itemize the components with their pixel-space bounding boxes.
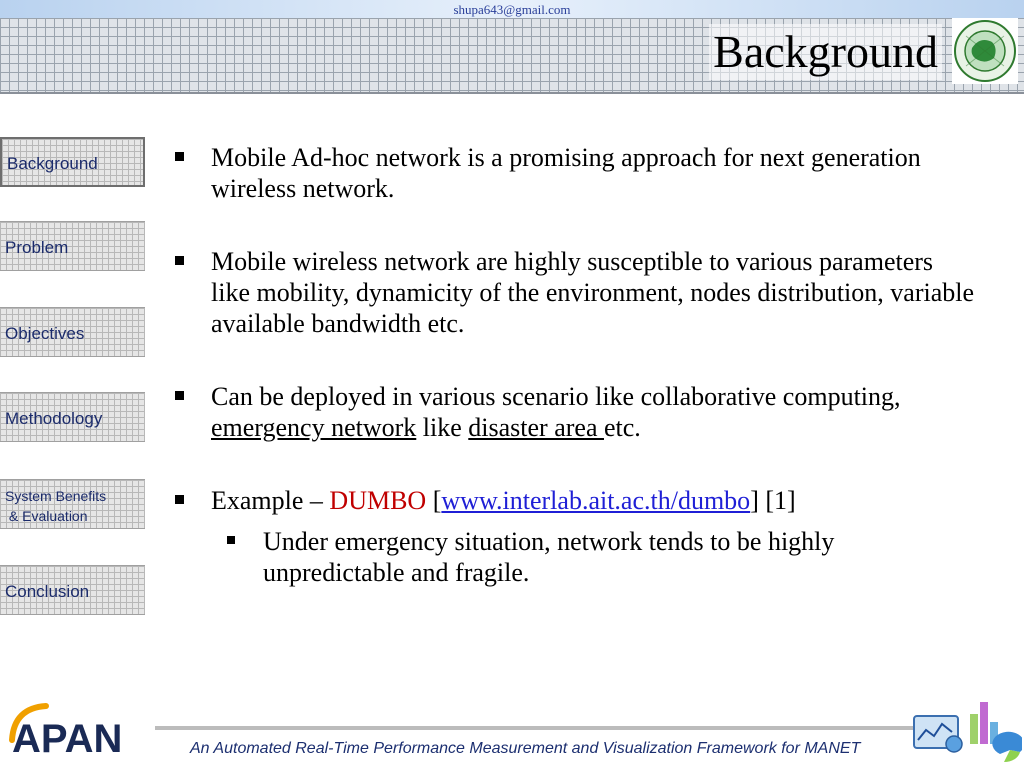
nav-label-line1: System Benefits	[5, 488, 107, 504]
bullet-text: ] [1]	[750, 486, 796, 515]
nav-label: Methodology	[5, 409, 103, 428]
bullet-item	[175, 246, 975, 339]
sub-bullet-item	[227, 526, 975, 588]
slide-content	[175, 142, 975, 588]
sub-bullet-square-icon	[227, 536, 235, 544]
nav-label: Background	[7, 154, 98, 173]
header-banner	[0, 0, 1024, 94]
nav-label: Conclusion	[5, 582, 90, 601]
bullet-square-icon	[175, 256, 184, 265]
nav-item-background[interactable]	[0, 137, 145, 187]
bullet-text: Mobile wireless network are highly susceptible to various parameters like mobility, dynamicity of the environment, nodes distribution, variable available bandwidth etc.	[211, 247, 975, 338]
bullet-text: etc.	[603, 413, 641, 442]
bullet-text: Can be deployed in various scenario like collaborative computing,	[211, 382, 901, 411]
author-email: shupa643@gmail.com	[453, 2, 571, 17]
dumbo-highlight: DUMBO	[329, 486, 427, 515]
footer-caption: An Automated Real-Time Performance Measurement and Visualization Framework for MANET	[190, 740, 861, 757]
bullet-text: [	[426, 486, 442, 515]
footer-divider	[155, 726, 915, 730]
nav-label-line2: & Evaluation	[5, 508, 88, 524]
bullet-item	[175, 142, 975, 204]
underlined-term-disaster-area: disaster area	[468, 413, 604, 442]
dumbo-url-link[interactable]: www.interlab.ait.ac.th/dumbo	[441, 486, 751, 515]
nav-label: Problem	[5, 238, 69, 257]
bullet-square-icon	[175, 152, 184, 161]
institute-seal-icon	[952, 18, 1018, 84]
bullet-item	[175, 381, 975, 443]
sub-bullet-text: Under emergency situation, network tends to be highly unpredictable and fragile.	[263, 527, 835, 587]
bullet-text: Example –	[211, 486, 330, 515]
nav-item-methodology[interactable]	[0, 392, 145, 442]
nav-item-problem[interactable]	[0, 221, 145, 271]
bullet-square-icon	[175, 391, 184, 400]
underlined-term-emergency-network: emergency network	[211, 413, 417, 442]
nav-label: Objectives	[5, 324, 85, 343]
monitor-chart-icon	[910, 694, 1022, 766]
nav-item-system-benefits[interactable]	[0, 479, 145, 529]
bullet-item	[175, 485, 975, 516]
slide-title: Background	[709, 24, 942, 80]
bullet-square-icon	[175, 495, 184, 504]
nav-item-objectives[interactable]	[0, 307, 145, 357]
bullet-text: Mobile Ad-hoc network is a promising approach for next generation wireless network.	[211, 143, 921, 203]
apan-logo	[6, 700, 151, 764]
bullet-text: like	[416, 413, 469, 442]
nav-item-conclusion[interactable]	[0, 565, 145, 615]
apan-logo-text: APAN	[12, 717, 123, 761]
